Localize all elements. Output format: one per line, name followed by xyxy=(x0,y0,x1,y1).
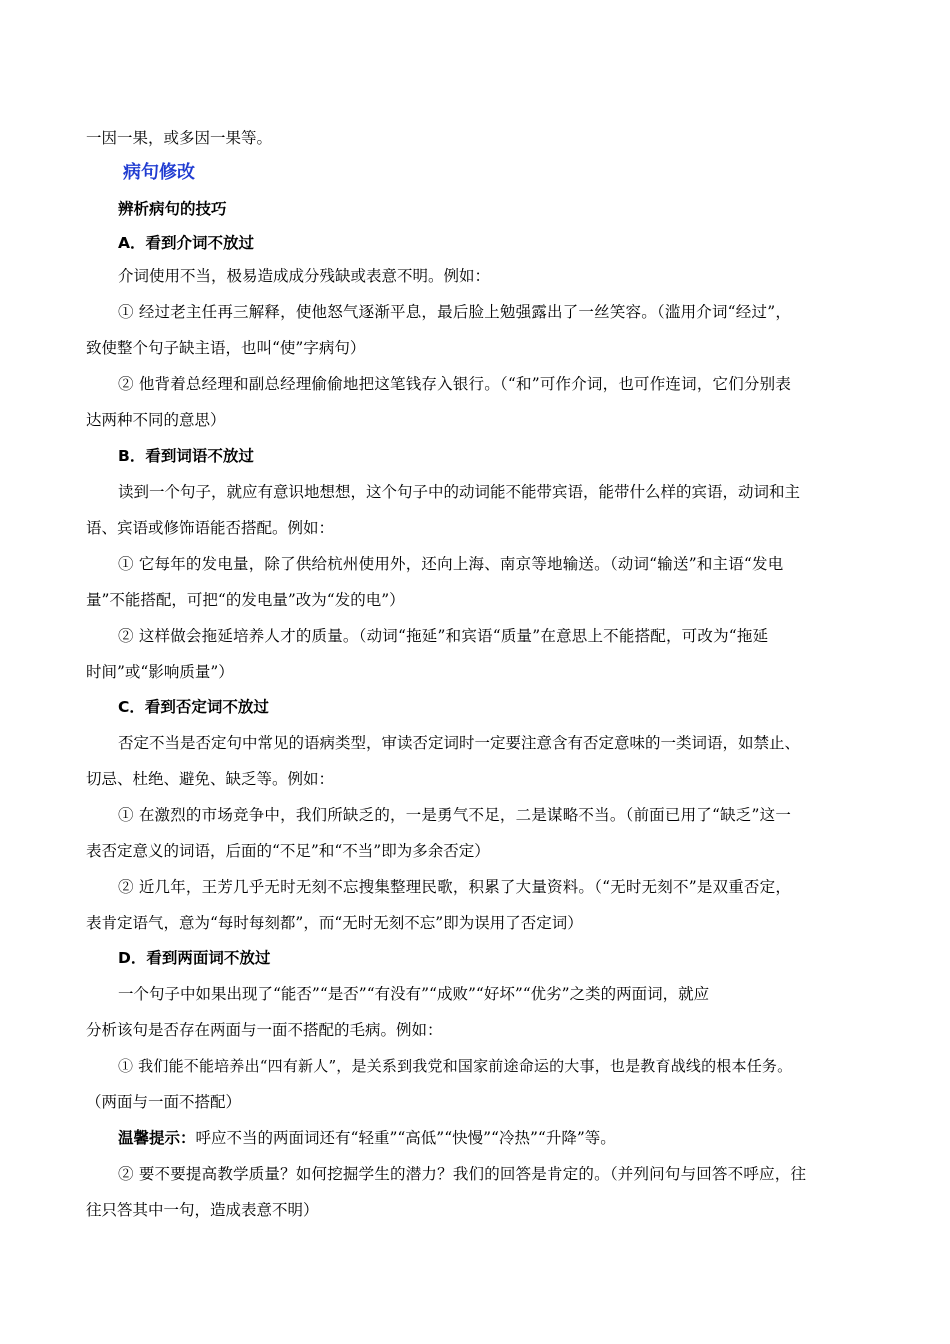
example-line: ② 近几年，王芳几乎无时无刻不忘搜集整理民歌，积累了大量资料。（“无时无刻不”是双重否定， xyxy=(118,878,792,896)
tip-label: 温馨提示： xyxy=(118,1129,196,1147)
tip-text: 呼应不当的两面词还有“轻重”“高低”“快慢”“冷热”“升降”等。 xyxy=(195,1129,616,1147)
tip-note xyxy=(118,1128,616,1148)
tip-d-heading: D．看到两面词不放过 xyxy=(118,949,271,967)
example-line: ② 这样做会拖延培养人才的质量。（动词“拖延”和宾语“质量”在意思上不能搭配，可改为“拖延 xyxy=(118,627,769,645)
paragraph-line: 一个句子中如果出现了“能否”“是否”“有没有”“成败”“好坏”“优劣”之类的两面词，就应 xyxy=(118,985,710,1003)
example-line: 表肯定语气，意为“每时每刻都”，而“无时无刻不忘”即为误用了否定词） xyxy=(86,914,583,932)
example-line: 量”不能搭配，可把“的发电量”改为“发的电”） xyxy=(86,591,405,609)
section-title: 病句修改 xyxy=(123,162,195,183)
paragraph-line: 一因一果，或多因一果等。 xyxy=(86,129,273,147)
example-line: 往只答其中一句，造成表意不明） xyxy=(86,1201,319,1219)
paragraph-line: 否定不当是否定句中常见的语病类型，审读否定词时一定要注意含有否定意味的一类词语，如禁止、 xyxy=(118,734,801,752)
example-line: 达两种不同的意思） xyxy=(86,411,226,429)
tip-b-heading: B．看到词语不放过 xyxy=(118,447,254,465)
paragraph-line: 介词使用不当，极易造成成分残缺或表意不明。例如： xyxy=(118,267,491,285)
tip-a-heading: A．看到介词不放过 xyxy=(118,234,254,252)
example-line: （两面与一面不搭配） xyxy=(86,1093,242,1111)
example-line: ② 要不要提高教学质量？如何挖掘学生的潜力？我们的回答是肯定的。（并列问句与回答不呼应，往 xyxy=(118,1165,807,1183)
paragraph-line: 切忌、杜绝、避免、缺乏等。例如： xyxy=(86,770,335,788)
example-line: ① 我们能不能培养出“四有新人”，是关系到我党和国家前途命运的大事，也是教育战线的根本任务。 xyxy=(118,1057,793,1075)
paragraph-line: 读到一个句子，就应有意识地想想，这个句子中的动词能不能带宾语，能带什么样的宾语，动词和主 xyxy=(118,483,801,501)
example-line: ② 他背着总经理和副总经理偷偷地把这笔钱存入银行。（“和”可作介词，也可作连词，它们分别表 xyxy=(118,375,792,393)
example-line: 时间”或“影响质量”） xyxy=(86,663,234,681)
paragraph-line: 语、宾语或修饰语能否搭配。例如： xyxy=(86,519,335,537)
example-line: ① 经过老主任再三解释，使他怒气逐渐平息，最后脸上勉强露出了一丝笑容。（滥用介词“经过”， xyxy=(118,303,792,321)
example-line: 表否定意义的词语，后面的“不足”和“不当”即为多余否定） xyxy=(86,842,490,860)
paragraph-line: 分析该句是否存在两面与一面不搭配的毛病。例如： xyxy=(86,1021,443,1039)
subsection-heading: 辨析病句的技巧 xyxy=(118,200,227,218)
tip-c-heading: C．看到否定词不放过 xyxy=(118,698,269,716)
example-line: ① 它每年的发电量，除了供给杭州使用外，还向上海、南京等地输送。（动词“输送”和主语“发电 xyxy=(118,555,784,573)
example-line: ① 在激烈的市场竞争中，我们所缺乏的，一是勇气不足，二是谋略不当。（前面已用了“缺乏”这一 xyxy=(118,806,792,824)
example-line: 致使整个句子缺主语，也叫“使”字病句） xyxy=(86,339,366,357)
